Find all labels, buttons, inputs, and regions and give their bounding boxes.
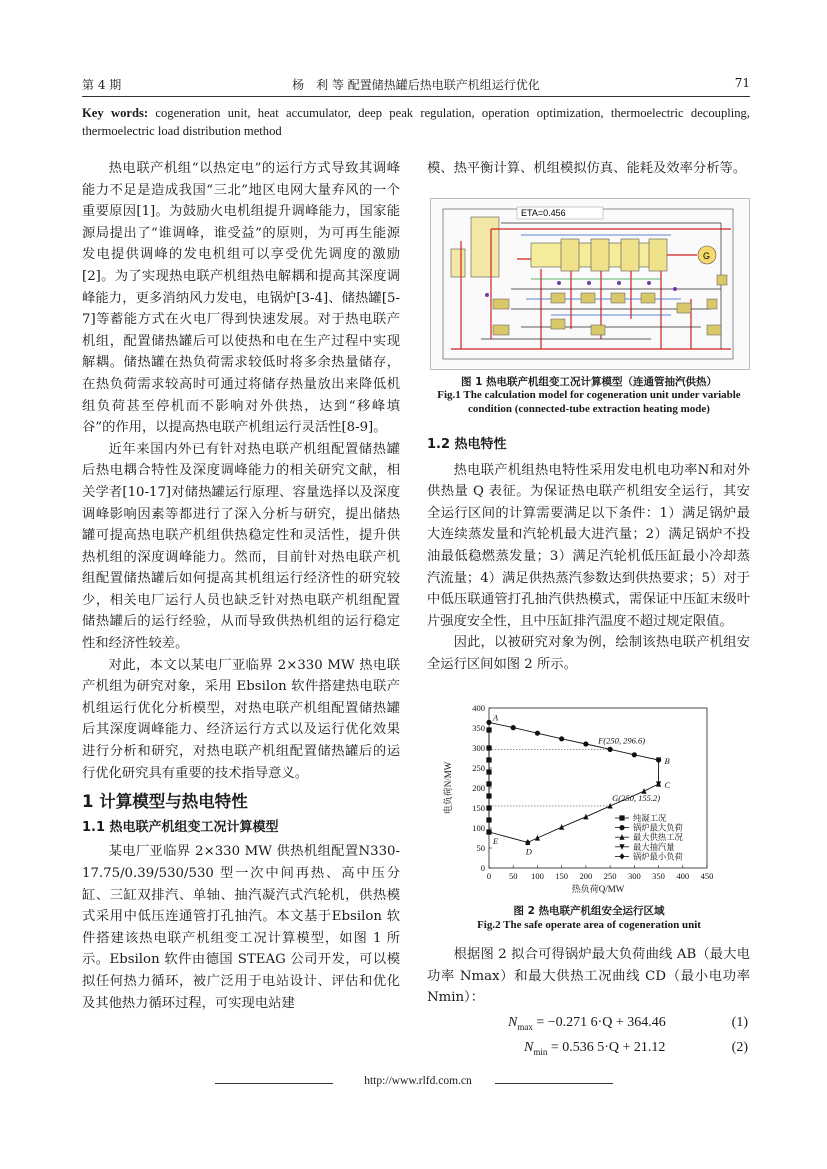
figure-2-caption-en: Fig.2 The safe operate area of cogeneration unit — [477, 919, 701, 931]
paragraph-plot-intro: 因此，以被研究对象为例，绘制该热电联产机组安全运行区间如图 2 所示。 — [427, 635, 750, 672]
x-tick-label: 250 — [603, 871, 617, 881]
legend-label: 最大供热工况 — [633, 833, 683, 843]
figure-1-schematic — [430, 198, 750, 370]
keywords — [82, 104, 750, 140]
efficiency-label: ETA=0.456 — [521, 208, 566, 218]
point-annotation: E — [493, 836, 499, 846]
x-tick-label: 200 — [579, 871, 593, 881]
equation-1 — [508, 1015, 748, 1035]
x-tick-label: 150 — [555, 871, 569, 881]
paragraph-model: 某电厂亚临界 2×330 MW 供热机组配置N330-17.75/0.39/530/530 型一次中间再热、高中压分缸、三缸双排汽、单轴、抽汽凝汽式汽轮机，供热模式采用中低压连通管打孔抽汽。本文基于Ebsilon 软件搭建该热电联产机组变工况计算模型，如图 1 所示。Ebsilon 软件由德国 STEAG 公司开发，可以模拟任何热力循环，被广泛用于电站设计、评估和优化及其他热力循环过程，可实现电站建 — [82, 844, 400, 1011]
point-annotation: F(250, 296.6) — [598, 735, 646, 746]
ebsilon-model-diagram — [431, 199, 749, 369]
legend-label: 最大抽汽量 — [633, 842, 675, 852]
header-rule — [82, 96, 750, 97]
point-annotation: D — [525, 846, 532, 857]
issue-number: 第 4 期 — [82, 78, 122, 92]
series-point-0 — [486, 757, 491, 762]
series-point-0 — [486, 745, 491, 750]
y-tick-label: 100 — [472, 823, 485, 833]
right-column-bottom — [427, 944, 750, 1009]
x-tick-label: 100 — [531, 871, 544, 881]
footer-rule-left — [215, 1083, 333, 1084]
legend-marker — [619, 815, 624, 820]
series-point-2 — [535, 835, 540, 841]
series-point-0 — [486, 727, 491, 732]
y-tick-label: 400 — [472, 703, 485, 713]
series-point-0 — [486, 769, 491, 774]
series-point-0 — [486, 817, 491, 822]
keywords-label: Key words: — [82, 106, 149, 120]
paragraph-intro-1: 热电联产机组“以热定电”的运行方式导致其调峰能力不足是造成我国“三北”地区电网大量弃风的一个重要原因[1]。为鼓励火电机组提升调峰能力，国家能源局提出了“谁调峰，谁受益”的原则，为可再生能源发电提供调峰的发电机组可以享受优先调度的激励[2]。为了实现热电联产机组热电解耦和提高其深度调峰能力，更多消纳风力发电，电锅炉[3-4]、储热罐[5-7]等蓄能方式在火电厂得到快速发展。对于热电联产机组，配置储热罐后可以使热和电在生产过程中实现解耦。储热罐在热负荷需求较低时将多余热量储存，在热负荷需求较高时可通过将储存热量放出来降低机组负荷甚至停机而不影响对外供热，达到“移峰填谷”的作用，以提高热电联产机组运行灵活性[8-9]。 — [82, 161, 400, 436]
figure-1-caption-cn: 图 1 热电联产机组变工况计算模型（连通管抽汽供热） — [460, 376, 718, 388]
series-point-2 — [583, 814, 588, 820]
series-point-1 — [559, 736, 564, 741]
legend-marker — [619, 825, 624, 830]
footer-url[interactable]: http://www.rlfd.com.cn — [364, 1075, 472, 1087]
paragraph-fitting: 根据图 2 拟合可得锅炉最大负荷曲线 AB（最大电功率 Nmax）和最大供热工况曲线 CD（最小电功率 Nmin）： — [427, 947, 750, 1006]
x-tick-label: 400 — [676, 871, 690, 881]
figure-2-chart — [437, 700, 729, 898]
keywords-text: cogeneration unit, heat accumulator, deep peak regulation, operation optimization, thermoelectric decoupling, thermoelectric load distribution method — [82, 106, 751, 138]
point-annotation: C — [664, 780, 671, 790]
y-tick-label: 200 — [472, 783, 485, 793]
running-title: 杨 利 等 配置储热罐后热电联产机组运行优化 — [292, 78, 540, 92]
section-heading-1-2: 1.2 热电特性 — [427, 437, 507, 452]
y-tick-label: 0 — [480, 863, 485, 873]
series-point-1 — [608, 747, 613, 752]
footer-rule-right — [495, 1083, 613, 1084]
series-point-1 — [486, 720, 491, 725]
equation-1-subscript: max — [517, 1021, 533, 1032]
series-point-1 — [535, 731, 540, 736]
equation-2 — [524, 1040, 748, 1060]
y-tick-label: 150 — [472, 803, 485, 813]
series-point-2 — [608, 803, 613, 809]
y-tick-label: 250 — [472, 763, 485, 773]
equation-2-subscript: min — [533, 1046, 548, 1057]
series-point-0 — [486, 805, 491, 810]
equation-1-expression: = −0.271 6·Q + 364.46 — [536, 1015, 666, 1030]
x-tick-label: 350 — [652, 871, 665, 881]
y-tick-label: 350 — [472, 723, 485, 733]
equation-2-number: (2) — [731, 1040, 748, 1055]
series-point-1 — [632, 752, 637, 757]
equation-1-number: (1) — [731, 1015, 748, 1030]
series-point-2 — [559, 824, 564, 830]
page-number: 71 — [734, 76, 750, 90]
equation-2-symbol: N — [524, 1040, 534, 1055]
legend-label: 锅炉最小负荷 — [633, 852, 683, 862]
svg-text:G: G — [703, 251, 711, 261]
section-heading-1: 1 计算模型与热电特性 — [82, 792, 248, 812]
y-tick-label: 300 — [472, 743, 485, 753]
equation-1-symbol: N — [508, 1015, 518, 1030]
x-tick-label: 50 — [508, 871, 518, 881]
x-tick-label: 0 — [486, 871, 492, 881]
paragraph-thermal-characteristics: 热电联产机组热电特性采用发电机电功率N和对外供热量 Q 表征。为保证热电联产机组安全运行，其安全运行区间的计算需要满足以下条件：1）满足锅炉最大连续蒸发量和汽轮机最大进汽量；2）满足锅炉不投油最低稳燃蒸发量；3）满足汽轮机低压缸最小冷却蒸汽流量；4）满足供热蒸汽参数达到供热要求；5）对于中低压联通管打孔抽汽供热模式，需保证中压缸末级叶片强度安全性，且中压缸排汽温度不超过规定限值。 — [427, 462, 750, 629]
section-heading-1-1: 1.1 热电联产机组变工况计算模型 — [82, 819, 279, 835]
series-point-1 — [511, 725, 516, 730]
point-annotation: A — [493, 712, 499, 723]
y-tick-label: 50 — [476, 843, 485, 853]
x-tick-label: 300 — [627, 871, 641, 881]
figure-2-caption-cn: 图 2 热电联产机组安全运行区域 — [513, 905, 665, 917]
point-annotation: B — [664, 756, 670, 766]
series-point-0 — [486, 781, 491, 786]
series-point-0 — [486, 793, 491, 798]
x-tick-label: 450 — [700, 871, 714, 881]
equation-2-expression: = 0.536 5·Q + 21.12 — [550, 1040, 666, 1055]
series-point-1 — [583, 741, 588, 746]
legend-label: 纯凝工况 — [633, 814, 667, 823]
legend-label: 锅炉最大负荷 — [633, 823, 683, 833]
right-column-middle — [427, 434, 750, 676]
paragraph-intro-3: 对此，本文以某电厂亚临界 2×330 MW 热电联产机组为研究对象，采用 Ebsilon 软件搭建热电联产机组运行优化分析模型，对热电联产机组配置储热罐后其深度调峰能力、经济运行方式以及运行优化效果进行分析和研究，对热电联产机组配置储热罐后的运行优化研究具有重要的技术指导意义。 — [82, 657, 400, 781]
paragraph-intro-2: 近年来国内外已有针对热电联产机组配置储热罐后热电耦合特性及深度调峰能力的相关研究文献，相关学者[10-17]对储热罐运行原理、容量选择以及深度调峰影响因素等都进行了深入分析与研究，提出储热罐可提高热电联产机组供热稳定性和灵活性，提升供热机组的深度调峰能力。然而，目前针对热电联产机组配置储热罐后如何提高其机组运行经济性的研究较少，相关电厂运行人员也缺乏针对热电联产机组配置储热罐后的运行经验，从而导致供热机组的运行稳定性和经济性较差。 — [82, 441, 400, 652]
paragraph-continued: 模、热平衡计算、机组模拟仿真、能耗及效率分析等。 — [427, 161, 747, 176]
running-header — [82, 76, 750, 96]
figure-1-caption-en: Fig.1 The calculation model for cogeneration unit under variable condition (connected-tube extraction heating mode) — [437, 389, 741, 415]
left-column — [82, 158, 400, 1014]
y-axis-label: 电负荷N/MW — [443, 761, 453, 815]
legend-marker — [619, 853, 624, 859]
safe-operating-area-chart — [437, 700, 729, 898]
x-axis-label: 热负荷Q/MW — [571, 884, 625, 894]
point-annotation: G(250, 155.2) — [612, 792, 661, 803]
right-column-top — [427, 158, 750, 180]
